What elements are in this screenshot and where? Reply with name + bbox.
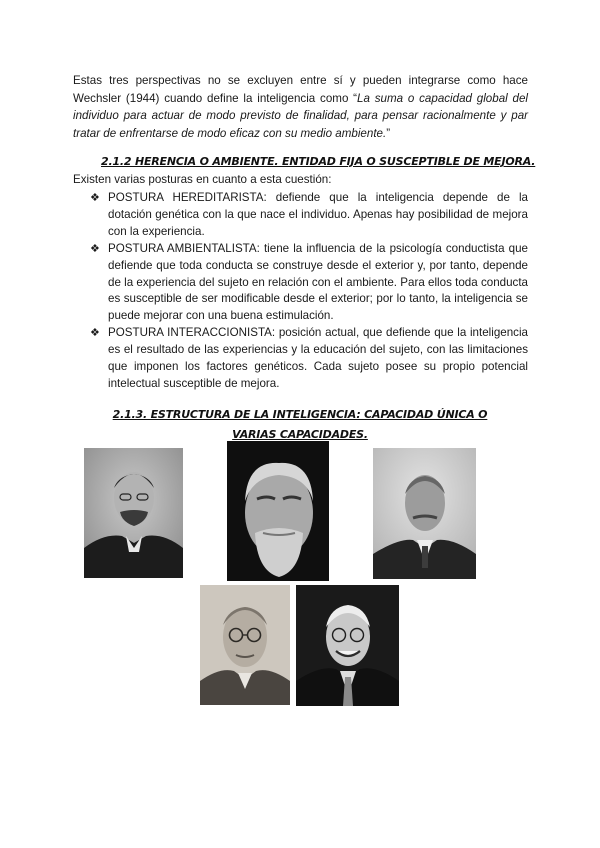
- portrait-photo-5: [296, 585, 399, 706]
- list-item-text: POSTURA HEREDITARISTA: defiende que la inteligencia depende de la dotación genética con la que nace el individuo. Apenas hay posibilidad de mejora con la experiencia.: [108, 191, 528, 238]
- intro-paragraph: [73, 72, 528, 142]
- portrait-photo-3: [373, 448, 476, 579]
- intro-text: Estas tres perspectivas no se excluyen entre sí y pueden integrarse como hace Wechsler (1944) cuando define la inteligencia como “: [73, 74, 528, 105]
- diamond-bullet-icon: ❖: [90, 327, 100, 340]
- diamond-bullet-icon: ❖: [90, 192, 100, 204]
- list-item: [90, 241, 528, 326]
- portrait-photo-4: [200, 585, 290, 705]
- section-heading-2-1-3: 2.1.3. ESTRUCTURA DE LA INTELIGENCIA: CAPACIDAD ÚNICA O VARIAS CAPACIDADES.: [112, 408, 488, 441]
- portrait-photo-1: [84, 448, 183, 578]
- list-item-text: POSTURA AMBIENTALISTA: tiene la influencia de la psicología conductista que defiende que toda conducta se construye desde el exterior y, por tanto, depende de la experiencia del sujeto en relación con el ambiente. Para ellos toda conducta es susceptible de ser modificable desde el exterior; por lo tanto, la inteligencia se puede mejorar con una buena estimulación.: [108, 241, 528, 323]
- portrait-photo-2: [227, 441, 329, 581]
- list-item-text: POSTURA INTERACCIONISTA: posición actual, que defiende que la inteligencia es el resultado de las experiencias y la educación del sujeto, con las limitaciones que imponen los factores genéticos. Cada sujeto posee su propio potencial intelectual susceptible de mejora.: [108, 326, 528, 390]
- section-heading-2-1-2: 2.1.2 HERENCIA O AMBIENTE. ENTIDAD FIJA O SUSCEPTIBLE DE MEJORA.: [101, 155, 536, 168]
- list-item: [90, 190, 528, 241]
- list-item: [90, 325, 528, 393]
- wechsler-quote: La suma o capacidad global del individuo para actuar de modo previsto de finalidad, para pensar racionalmente y par tratar de enfrentarse de modo eficaz con su medio ambiente.: [73, 91, 528, 140]
- postures-list: [90, 190, 528, 393]
- diamond-bullet-icon: ❖: [90, 242, 100, 255]
- quote-close: ”: [386, 126, 391, 140]
- section-intro: Existen varias posturas en cuanto a esta cuestión:: [73, 173, 332, 186]
